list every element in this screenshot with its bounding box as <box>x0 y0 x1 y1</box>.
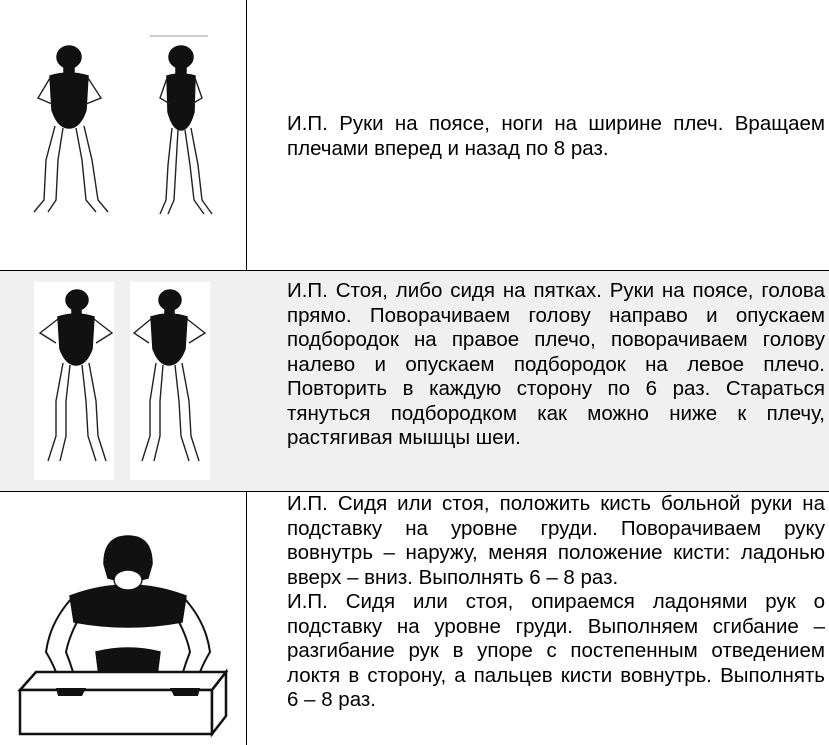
exercise-illustration <box>0 492 246 745</box>
table-row <box>0 0 829 270</box>
table-row <box>0 492 829 745</box>
exercise-paragraph: И.П. Сидя или стоя, опираемся ладонями рук о подставку на уровне груди. Выполняем сгибание – разгибание рук в упоре с постепенным отведением локтя в сторону, а пальцев кисти вовнутрь. Выполнять 6 – 8 раз. <box>287 590 825 711</box>
exercise-illustration <box>0 0 246 270</box>
exercise-paragraph: И.П. Сидя или стоя, положить кисть больной руки на подставку на уровне груди. Поворачиваем руку вовнутрь – наружу, меняя положение кисти: ладонью вверх – вниз. Выполнять 6 – 8 раз. <box>287 492 825 589</box>
exercise-description <box>287 492 825 713</box>
table-row <box>0 271 829 491</box>
shoulder-rotation-figures-icon <box>0 0 246 270</box>
exercise-illustration <box>0 271 246 491</box>
exercise-description: И.П. Руки на поясе, ноги на ширине плеч. Вращаем плечами вперед и назад по 8 раз. <box>287 112 825 160</box>
hands-on-stand-figure-icon <box>0 492 246 745</box>
exercise-description: И.П. Стоя, либо сидя на пятках. Руки на поясе, голова прямо. Поворачиваем голову направо и опускаем подбородок на правое плечо, поворачиваем голову налево и опускаем подбородок на левое плечо. Повторить в каждую сторону по 6 раз. Стараться тянуться подбородком как можно ниже к плечу, растягивая мышцы шеи. <box>287 279 825 449</box>
head-turn-figures-icon <box>0 271 246 491</box>
